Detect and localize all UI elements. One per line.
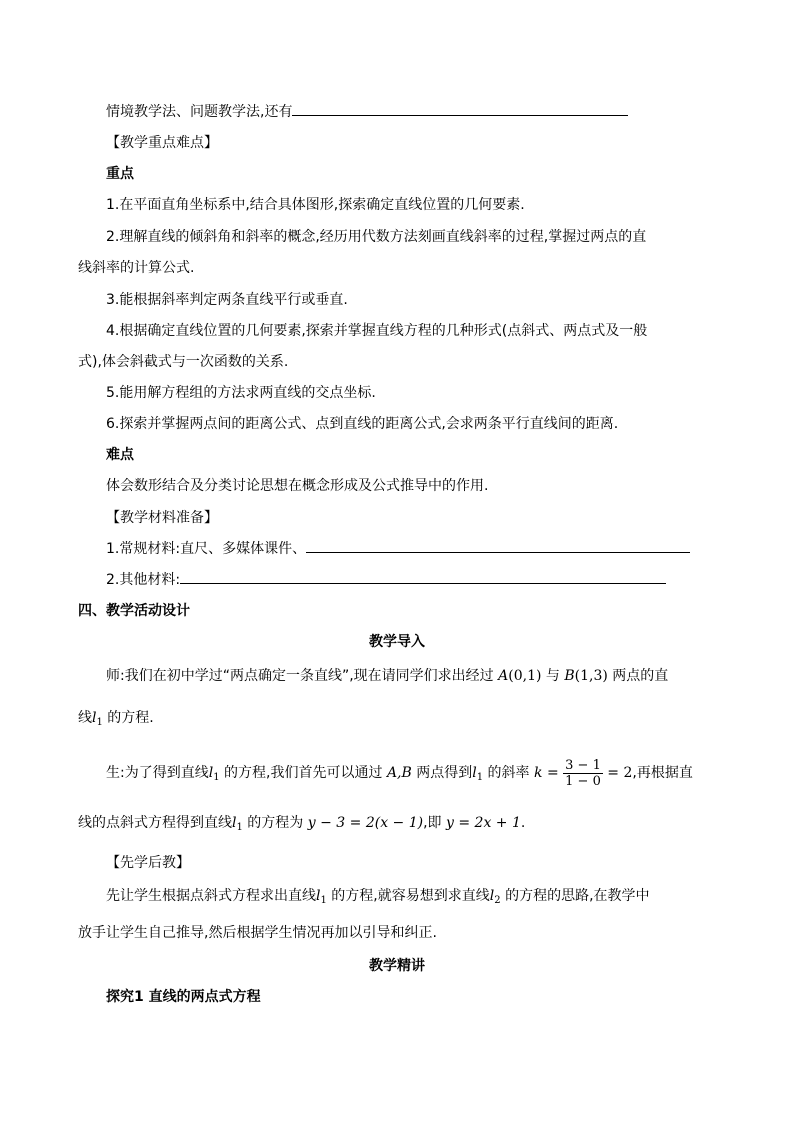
- key-point-6: 6.探索并掌握两点间的距离公式、点到直线的距离公式,会求两条平行直线间的距离.: [106, 416, 619, 432]
- student-line-1: 生:为了得到直线$l_1$ 的方程,我们首先可以通过 A,B 两点得到$l_1$ 的斜率 k = $\frac{3 - 1}{1 - 0}$ = 2,再根据直: [106, 757, 693, 789]
- slope-fraction: $\frac{3 - 1}{1 - 0}$: [565, 757, 601, 789]
- first-line-1: 先让学生根据点斜式方程求出直线$l_1$ 的方程,就容易想到求直线$l_2$ 的方程的思路,在教学中: [106, 888, 650, 906]
- subheading-intro: 教学导入: [369, 634, 425, 650]
- student-line-2: 线的点斜式方程得到直线$l_1$ 的方程为 y − 3 = 2(x − 1),即 y = 2x + 1.: [78, 815, 526, 833]
- explore-1-title: 探究1 直线的两点式方程: [106, 989, 261, 1005]
- difficult-text: 体会数形结合及分类讨论思想在概念形成及公式推导中的作用.: [106, 478, 489, 494]
- first-line-2: 放手让学生自己推导,然后根据学生情况再加以引导和纠正.: [78, 925, 437, 941]
- fill-blank: [292, 103, 628, 116]
- fill-blank: [180, 571, 666, 584]
- fill-blank: [306, 540, 690, 553]
- label-difficult: 难点: [106, 447, 134, 463]
- heading-materials: 【教学材料准备】: [106, 510, 218, 526]
- key-point-4: 4.根据确定直线位置的几何要素,探索并掌握直线方程的几种形式(点斜式、两点式及一般: [106, 323, 648, 339]
- methods-line: 情境教学法、问题教学法,还有: [106, 102, 628, 122]
- subheading-lecture: 教学精讲: [369, 958, 425, 974]
- material-1: 1.常规材料:直尺、多媒体课件、: [106, 539, 690, 559]
- key-point-2: 2.理解直线的倾斜角和斜率的概念,经历用代数方法刻画直线斜率的过程,掌握过两点的直: [106, 229, 647, 245]
- heading-first: 【先学后教】: [106, 855, 190, 871]
- key-point-5: 5.能用解方程组的方法求两直线的交点坐标.: [106, 385, 376, 401]
- key-point-1: 1.在平面直角坐标系中,结合具体图形,探索确定直线位置的几何要素.: [106, 197, 525, 213]
- heading-key-points: 【教学重点难点】: [106, 135, 218, 151]
- key-point-2-cont: 线斜率的计算公式.: [78, 260, 195, 276]
- teacher-line-1: 师:我们在初中学过“两点确定一条直线”,现在请同学们求出经过 A(0,1) 与 B(1,3) 两点的直: [106, 668, 669, 684]
- key-point-3: 3.能根据斜率判定两条直线平行或垂直.: [106, 292, 348, 308]
- material-2: 2.其他材料:: [106, 570, 666, 590]
- section-four: 四、教学活动设计: [78, 603, 190, 619]
- teacher-line-2: 线$l_1$ 的方程.: [78, 710, 154, 728]
- key-point-4-cont: 式),体会斜截式与一次函数的关系.: [78, 354, 289, 370]
- label-key: 重点: [106, 166, 134, 182]
